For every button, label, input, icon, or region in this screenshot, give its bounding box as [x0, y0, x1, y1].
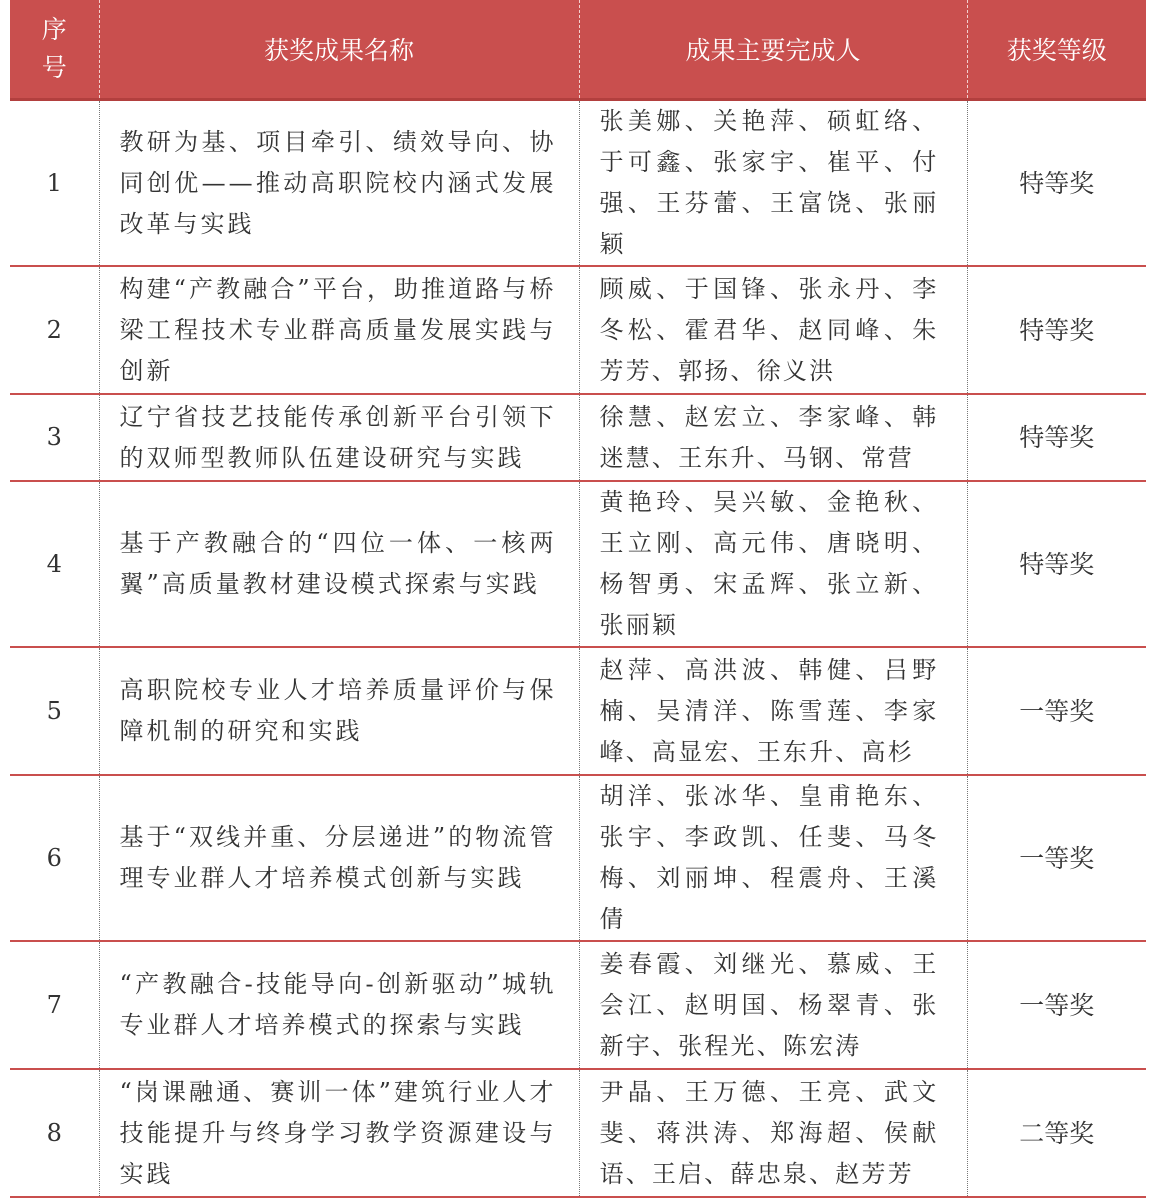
row-index: 3 [46, 423, 62, 451]
table-row [10, 647, 1146, 775]
main-contributors: 黄艳玲、吴兴敏、金艳秋、王立刚、高元伟、唐晓明、杨智勇、宋孟辉、张立新、张丽颖 [579, 481, 967, 647]
table-row [10, 481, 1146, 647]
row-index: 2 [46, 315, 62, 344]
column-header-level: 获奖等级 [967, 0, 1146, 100]
row-index: 6 [46, 843, 62, 872]
main-contributors: 张美娜、关艳萍、硕虹络、于可鑫、张家宇、崔平、付强、王芬蕾、王富饶、张丽颖 [579, 100, 967, 267]
main-contributors: 赵萍、高洪波、韩健、吕野楠、吴清洋、陈雪莲、李家峰、高显宏、王东升、高杉 [579, 647, 967, 775]
achievement-name: 辽宁省技艺技能传承创新平台引领下的双师型教师队伍建设研究与实践 [99, 394, 579, 481]
table-row [10, 266, 1146, 394]
main-contributors: 胡洋、张冰华、皇甫艳东、张宇、李政凯、任斐、马冬梅、刘丽坤、程震舟、王溪倩 [579, 775, 967, 941]
award-level: 特等奖 [967, 100, 1146, 267]
achievement-name: 基于“双线并重、分层递进”的物流管理专业群人才培养模式创新与实践 [99, 775, 579, 941]
awards-table [10, 0, 1146, 1198]
column-header-people: 成果主要完成人 [579, 0, 967, 100]
award-level: 特等奖 [967, 481, 1146, 647]
table-row [10, 100, 1146, 267]
main-contributors: 顾威、于国锋、张永丹、李冬松、霍君华、赵同峰、朱芳芳、郭扬、徐义洪 [579, 266, 967, 394]
header-row [10, 0, 1146, 100]
award-level: 一等奖 [967, 775, 1146, 941]
table-row [10, 394, 1146, 481]
main-contributors: 姜春霞、刘继光、慕威、王会江、赵明国、杨翠青、张新宇、张程光、陈宏涛 [579, 941, 967, 1069]
row-index: 5 [46, 696, 62, 725]
main-contributors: 尹晶、王万德、王亮、武文斐、蒋洪涛、郑海超、侯献语、王启、薛忠泉、赵芳芳 [579, 1069, 967, 1197]
award-level: 特等奖 [967, 394, 1146, 481]
table-row [10, 941, 1146, 1069]
award-level: 一等奖 [967, 941, 1146, 1069]
main-contributors: 徐慧、赵宏立、李家峰、韩迷慧、王东升、马钢、常营 [579, 394, 967, 481]
achievement-name: 基于产教融合的“四位一体、一核两翼”高质量教材建设模式探索与实践 [99, 481, 579, 647]
table-header [10, 0, 1146, 100]
column-header-name: 获奖成果名称 [99, 0, 579, 100]
achievement-name: 教研为基、项目牵引、绩效导向、协同创优——推动高职院校内涵式发展改革与实践 [99, 100, 579, 267]
award-level: 二等奖 [967, 1069, 1146, 1197]
column-header-index: 序号 [10, 0, 99, 100]
row-index: 7 [46, 990, 62, 1019]
row-index: 8 [46, 1118, 62, 1147]
achievement-name: “岗课融通、赛训一体”建筑行业人才技能提升与终身学习教学资源建设与实践 [99, 1069, 579, 1197]
achievement-name: 构建“产教融合”平台，助推道路与桥梁工程技术专业群高质量发展实践与创新 [99, 266, 579, 394]
award-level: 一等奖 [967, 647, 1146, 775]
row-index: 1 [46, 168, 62, 197]
table-row [10, 1069, 1146, 1197]
achievement-name: 高职院校专业人才培养质量评价与保障机制的研究和实践 [99, 647, 579, 775]
row-index: 4 [46, 549, 62, 578]
table-row [10, 775, 1146, 941]
table-body [10, 100, 1146, 1198]
award-level: 特等奖 [967, 266, 1146, 394]
achievement-name: “产教融合-技能导向-创新驱动”城轨专业群人才培养模式的探索与实践 [99, 941, 579, 1069]
